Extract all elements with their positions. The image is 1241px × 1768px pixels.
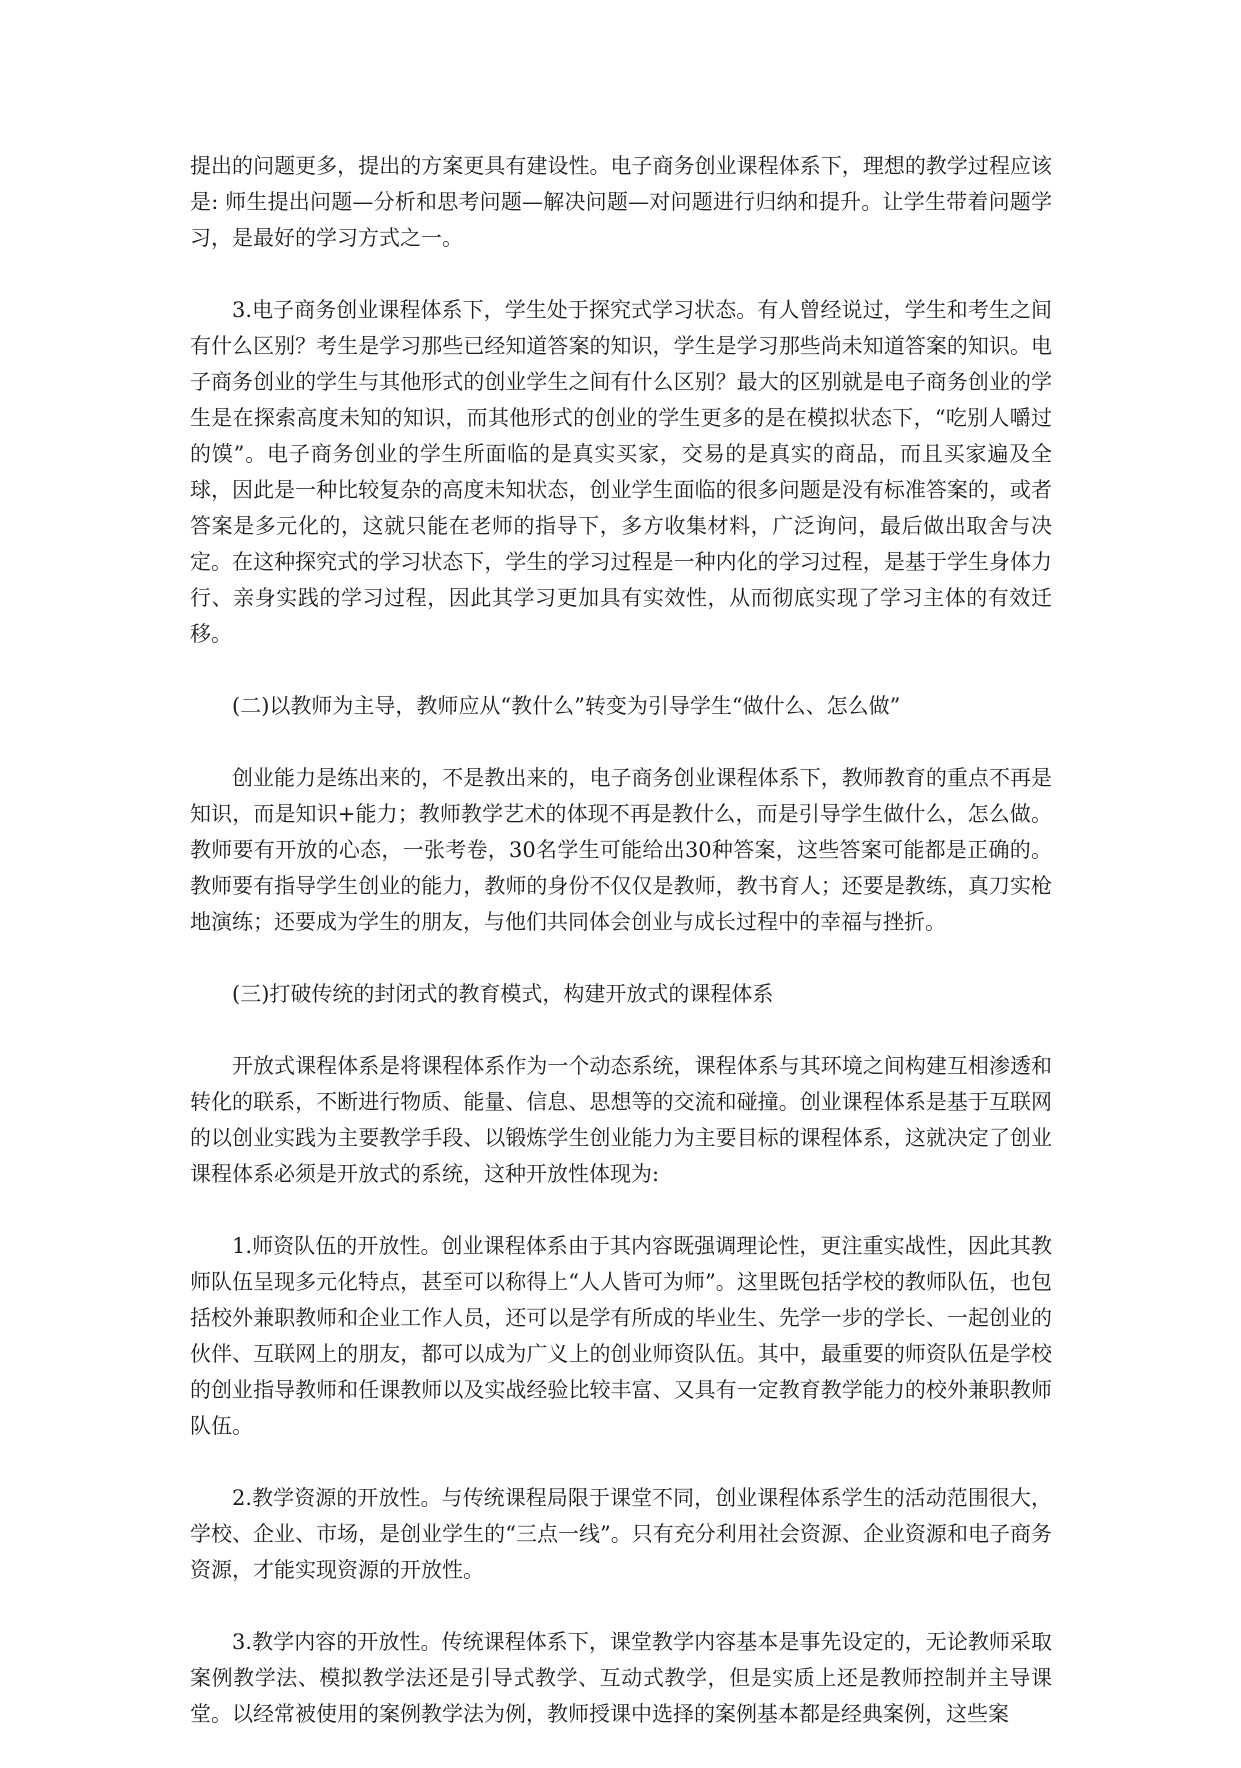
- section-heading-teacher-guidance: (二)以教师为主导，教师应从“教什么”转变为引导学生“做什么、怎么做”: [232, 694, 901, 718]
- section-heading-open-curriculum: (三)打破传统的封闭式的教育模式，构建开放式的课程体系: [232, 982, 774, 1006]
- paragraph-continuation: 提出的问题更多，提出的方案更具有建设性。电子商务创业课程体系下，理想的教学过程应该是: 师生提出问题—分析和思考问题—解决问题—对问题进行归纳和提升。让学生带着问题学习，是最好的学习方式之一。: [190, 154, 1052, 250]
- paragraph-faculty-openness: 1.师资队伍的开放性。创业课程体系由于其内容既强调理论性，更注重实战性，因此其教师队伍呈现多元化特点，甚至可以称得上“人人皆可为师”。这里既包括学校的教师队伍，也包括校外兼职教师和企业工作人员，还可以是学有所成的毕业生、先学一步的学长、一起创业的伙伴、互联网上的朋友，都可以成为广义上的创业师资队伍。其中，最重要的师资队伍是学校的创业指导教师和任课教师以及实战经验比较丰富、又具有一定教育教学能力的校外兼职教师队伍。: [190, 1234, 1052, 1438]
- paragraph-open-system: 开放式课程体系是将课程体系作为一个动态系统，课程体系与其环境之间构建互相渗透和转化的联系，不断进行物质、能量、信息、思想等的交流和碰撞。创业课程体系是基于互联网的以创业实践为主要教学手段、以锻炼学生创业能力为主要目标的课程体系，这就决定了创业课程体系必须是开放式的系统，这种开放性体现为:: [190, 1054, 1052, 1186]
- paragraph-teacher-role: 创业能力是练出来的，不是教出来的，电子商务创业课程体系下，教师教育的重点不再是知识，而是知识+能力；教师教学艺术的体现不再是教什么，而是引导学生做什么，怎么做。教师要有开放的心态，一张考卷，30名学生可能给出30种答案，这些答案可能都是正确的。教师要有指导学生创业的能力，教师的身份不仅仅是教师，教书育人；还要是教练，真刀实枪地演练；还要成为学生的朋友，与他们共同体会创业与成长过程中的幸福与挫折。: [190, 766, 1052, 934]
- paragraph-content-openness: 3.教学内容的开放性。传统课程体系下，课堂教学内容基本是事先设定的，无论教师采取案例教学法、模拟教学法还是引导式教学、互动式教学，但是实质上还是教师控制并主导课堂。以经常被使用的案例教学法为例，教师授课中选择的案例基本都是经典案例，这些案: [190, 1630, 1052, 1726]
- paragraph-inquiry-learning: 3.电子商务创业课程体系下，学生处于探究式学习状态。有人曾经说过，学生和考生之间有什么区别？考生是学习那些已经知道答案的知识，学生是学习那些尚未知道答案的知识。电子商务创业的学生与其他形式的创业学生之间有什么区别？最大的区别就是电子商务创业的学生是在探索高度未知的知识，而其他形式的创业的学生更多的是在模拟状态下，“吃别人嚼过的馍”。电子商务创业的学生所面临的是真实买家，交易的是真实的商品，而且买家遍及全球，因此是一种比较复杂的高度未知状态，创业学生面临的很多问题是没有标准答案的，或者答案是多元化的，这就只能在老师的指导下，多方收集材料，广泛询问，最后做出取舍与决定。在这种探究式的学习状态下，学生的学习过程是一种内化的学习过程，是基于学生身体力行、亲身实践的学习过程，因此其学习更加具有实效性，从而彻底实现了学习主体的有效迁移。: [190, 298, 1052, 646]
- paragraph-resource-openness: 2.教学资源的开放性。与传统课程局限于课堂不同，创业课程体系学生的活动范围很大，学校、企业、市场，是创业学生的“三点一线”。只有充分利用社会资源、企业资源和电子商务资源，才能实现资源的开放性。: [190, 1486, 1052, 1582]
- document-page: [190, 148, 1052, 1768]
